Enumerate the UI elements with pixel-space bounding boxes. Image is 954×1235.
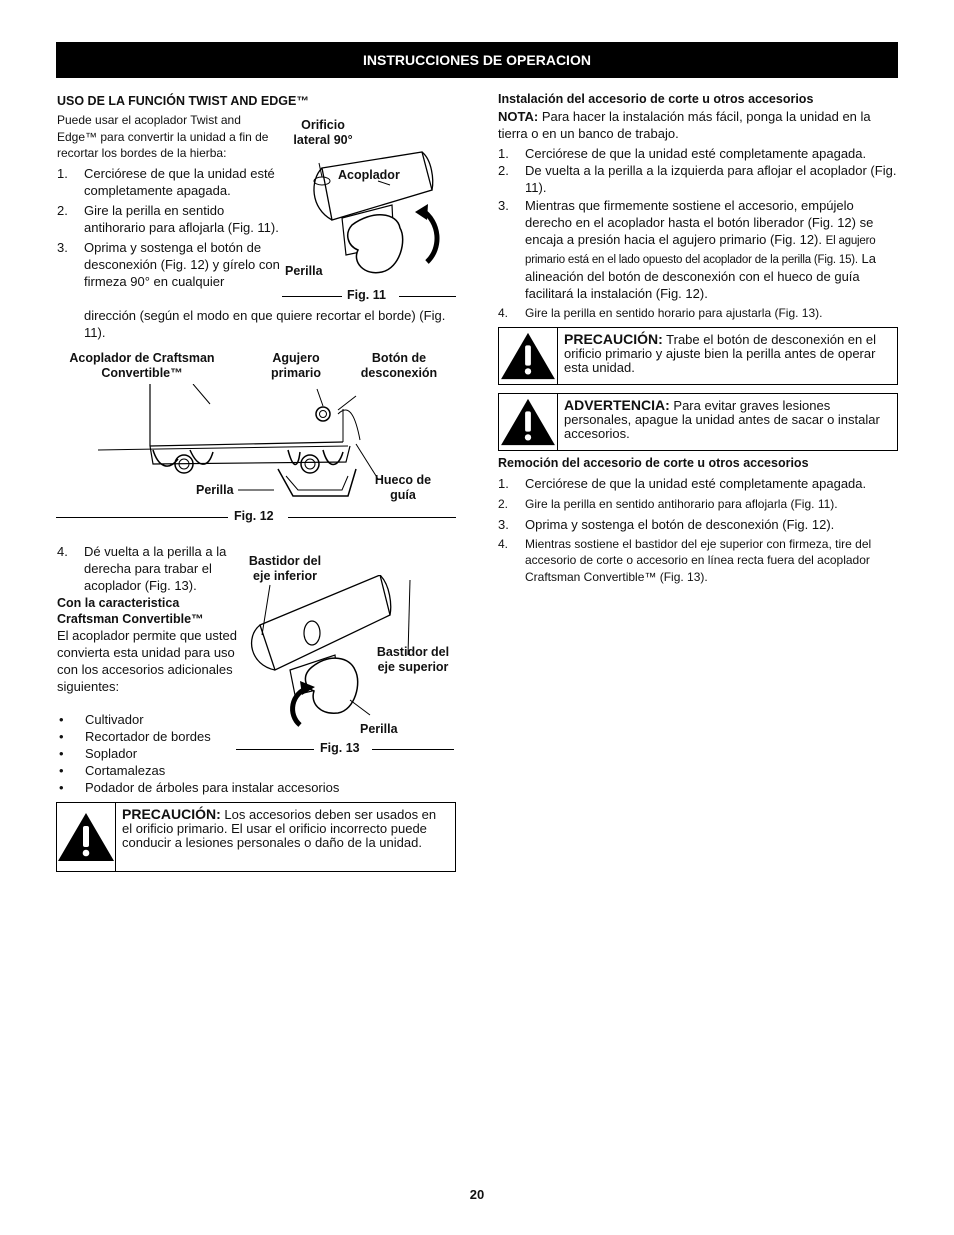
list-item: 3. Mientras que firmemente sostiene el accesorio, empújelo derecho en el acoplador hasta el botón liberador (Fig. 12) se encaja a presión hacia el agujero primario (Fig. 12). El agujero primario está en el lado opuesto del acoplador de la perilla (Fig. 15). La alineación del botón de desconexión con el hueco de guía facilitará la instalación (Fig. 12). (498, 198, 876, 301)
twist-steps (57, 165, 281, 290)
install-title: Instalación del accesorio de corte u otros accesorios (498, 92, 814, 106)
list-item: 4. Gire la perilla en sentido horario para ajustarla (Fig. 13). (498, 306, 823, 320)
list-item: • Recortador de bordes (57, 728, 417, 745)
list-item: 3. Oprima y sostenga el botón de desconexión (Fig. 12) y gírelo con firmeza 90° en cualquier (57, 240, 280, 289)
fig13-label-perilla: Perilla (360, 722, 398, 736)
fig11-label-perilla: Perilla (285, 264, 323, 278)
list-item: • Cortamalezas (57, 762, 417, 779)
fig13-rule-left (236, 749, 314, 750)
warning-triangle-icon (57, 803, 116, 871)
fig12-label-boton: Botón de desconexión (360, 351, 438, 380)
fig12-label-perilla: Perilla (196, 483, 234, 497)
twist-title: USO DE LA FUNCIÓN TWIST AND EDGE™ (57, 94, 309, 108)
fig11-rule-right (399, 296, 456, 297)
step4 (57, 543, 232, 594)
caution-text-right: PRECAUCIÓN: Trabe el botón de desconexión en el orificio primario y ajuste bien la perilla antes de operar esta unidad. (564, 331, 876, 375)
caution-text-left: PRECAUCIÓN: Los accesorios deben ser usados en el orificio primario. El usar el orificio incorrecto puede conducir a lesiones personales o daño de la unidad. (122, 806, 437, 850)
fig13-label-inferior: Bastidor del eje inferior (248, 554, 322, 583)
removal-title: Remoción del accesorio de corte u otros accesorios (498, 456, 809, 470)
list-item: 2. Gire la perilla en sentido antihorario para aflojarla (Fig. 11). (57, 203, 279, 235)
convertible-title: Con la caracteristica Craftsman Convertible™ (57, 596, 204, 626)
twist-intro: Puede usar el acoplador Twist and Edge™ para convertir la unidad a fin de recortar los bordes de la hierba: (57, 113, 269, 160)
list-item: 3. Oprima y sostenga el botón de desconexión (Fig. 12). (498, 516, 835, 532)
list-item: 1. Cerciórese de que la unidad esté completamente apagada. (57, 166, 275, 198)
section-banner (56, 42, 898, 78)
warning-triangle-icon (499, 328, 558, 384)
list-item: 1. Cerciórese de que la unidad esté completamente apagada. (498, 146, 867, 161)
fig11-rule-left (282, 296, 342, 297)
install-note: NOTA: Para hacer la instalación más fácil, ponga la unidad en la tierra o en un banco de trabajo. (498, 109, 871, 141)
list-item: • Cultivador (57, 711, 417, 728)
warning-triangle-icon (499, 394, 558, 450)
caution-box-left (56, 802, 456, 872)
list-item: 2. Gire la perilla en sentido antihorario para aflojarla (Fig. 11). (498, 497, 838, 511)
fig13-caption: Fig. 13 (320, 741, 360, 755)
list-item: 1. Cerciórese de que la unidad esté completamente apagada. (498, 476, 867, 491)
fig12-rule-left (56, 517, 228, 518)
warning-box (498, 393, 898, 451)
fig13-label-superior: Bastidor del eje superior (376, 645, 450, 674)
caution-box-right (498, 327, 898, 385)
convertible-text: El acoplador permite que usted convierta esta unidad para uso con los accesorios adicionales siguientes: (57, 628, 237, 694)
fig12-label-acoplador: Acoplador de Craftsman Convertible™ (69, 351, 215, 380)
install-steps (498, 145, 898, 322)
list-item: • Soplador (57, 745, 417, 762)
fig12-label-hueco: Hueco de guía (374, 473, 432, 502)
list-item: 2. De vuelta a la perilla a la izquierda para aflojar el acoplador (Fig. 11). (498, 163, 897, 195)
fig11-label-orificio: Orificio lateral 90° (293, 118, 353, 147)
fig11-caption: Fig. 11 (347, 288, 386, 302)
warning-text: ADVERTENCIA: Para evitar graves lesiones personales, apague la unidad antes de sacar o instalar accesorios. (564, 397, 880, 441)
list-item: 4. Dé vuelta a la perilla a la derecha para trabar el acoplador (Fig. 13). (57, 544, 227, 593)
fig12-caption: Fig. 12 (234, 509, 274, 523)
step3-continuation: dirección (según el modo en que quiere recortar el borde) (Fig. 11). (84, 308, 446, 340)
fig12-label-agujero: Agujero primario (270, 351, 321, 380)
list-item: 4. Mientras sostiene el bastidor del eje superior con firmeza, tire del accesorio de corte o accesorio en línea recta fuera del acoplador Craftsman Convertible™ (Fig. 13). (498, 536, 872, 584)
page-number: 20 (469, 1187, 485, 1202)
fig12-rule-right (288, 517, 456, 518)
fig13-rule-right (372, 749, 454, 750)
removal-steps (498, 475, 898, 585)
fig11-label-acoplador: Acoplador (338, 168, 400, 182)
list-item: • Podador de árboles para instalar accesorios (57, 779, 417, 796)
section-title: INSTRUCCIONES DE OPERACION (363, 52, 591, 68)
